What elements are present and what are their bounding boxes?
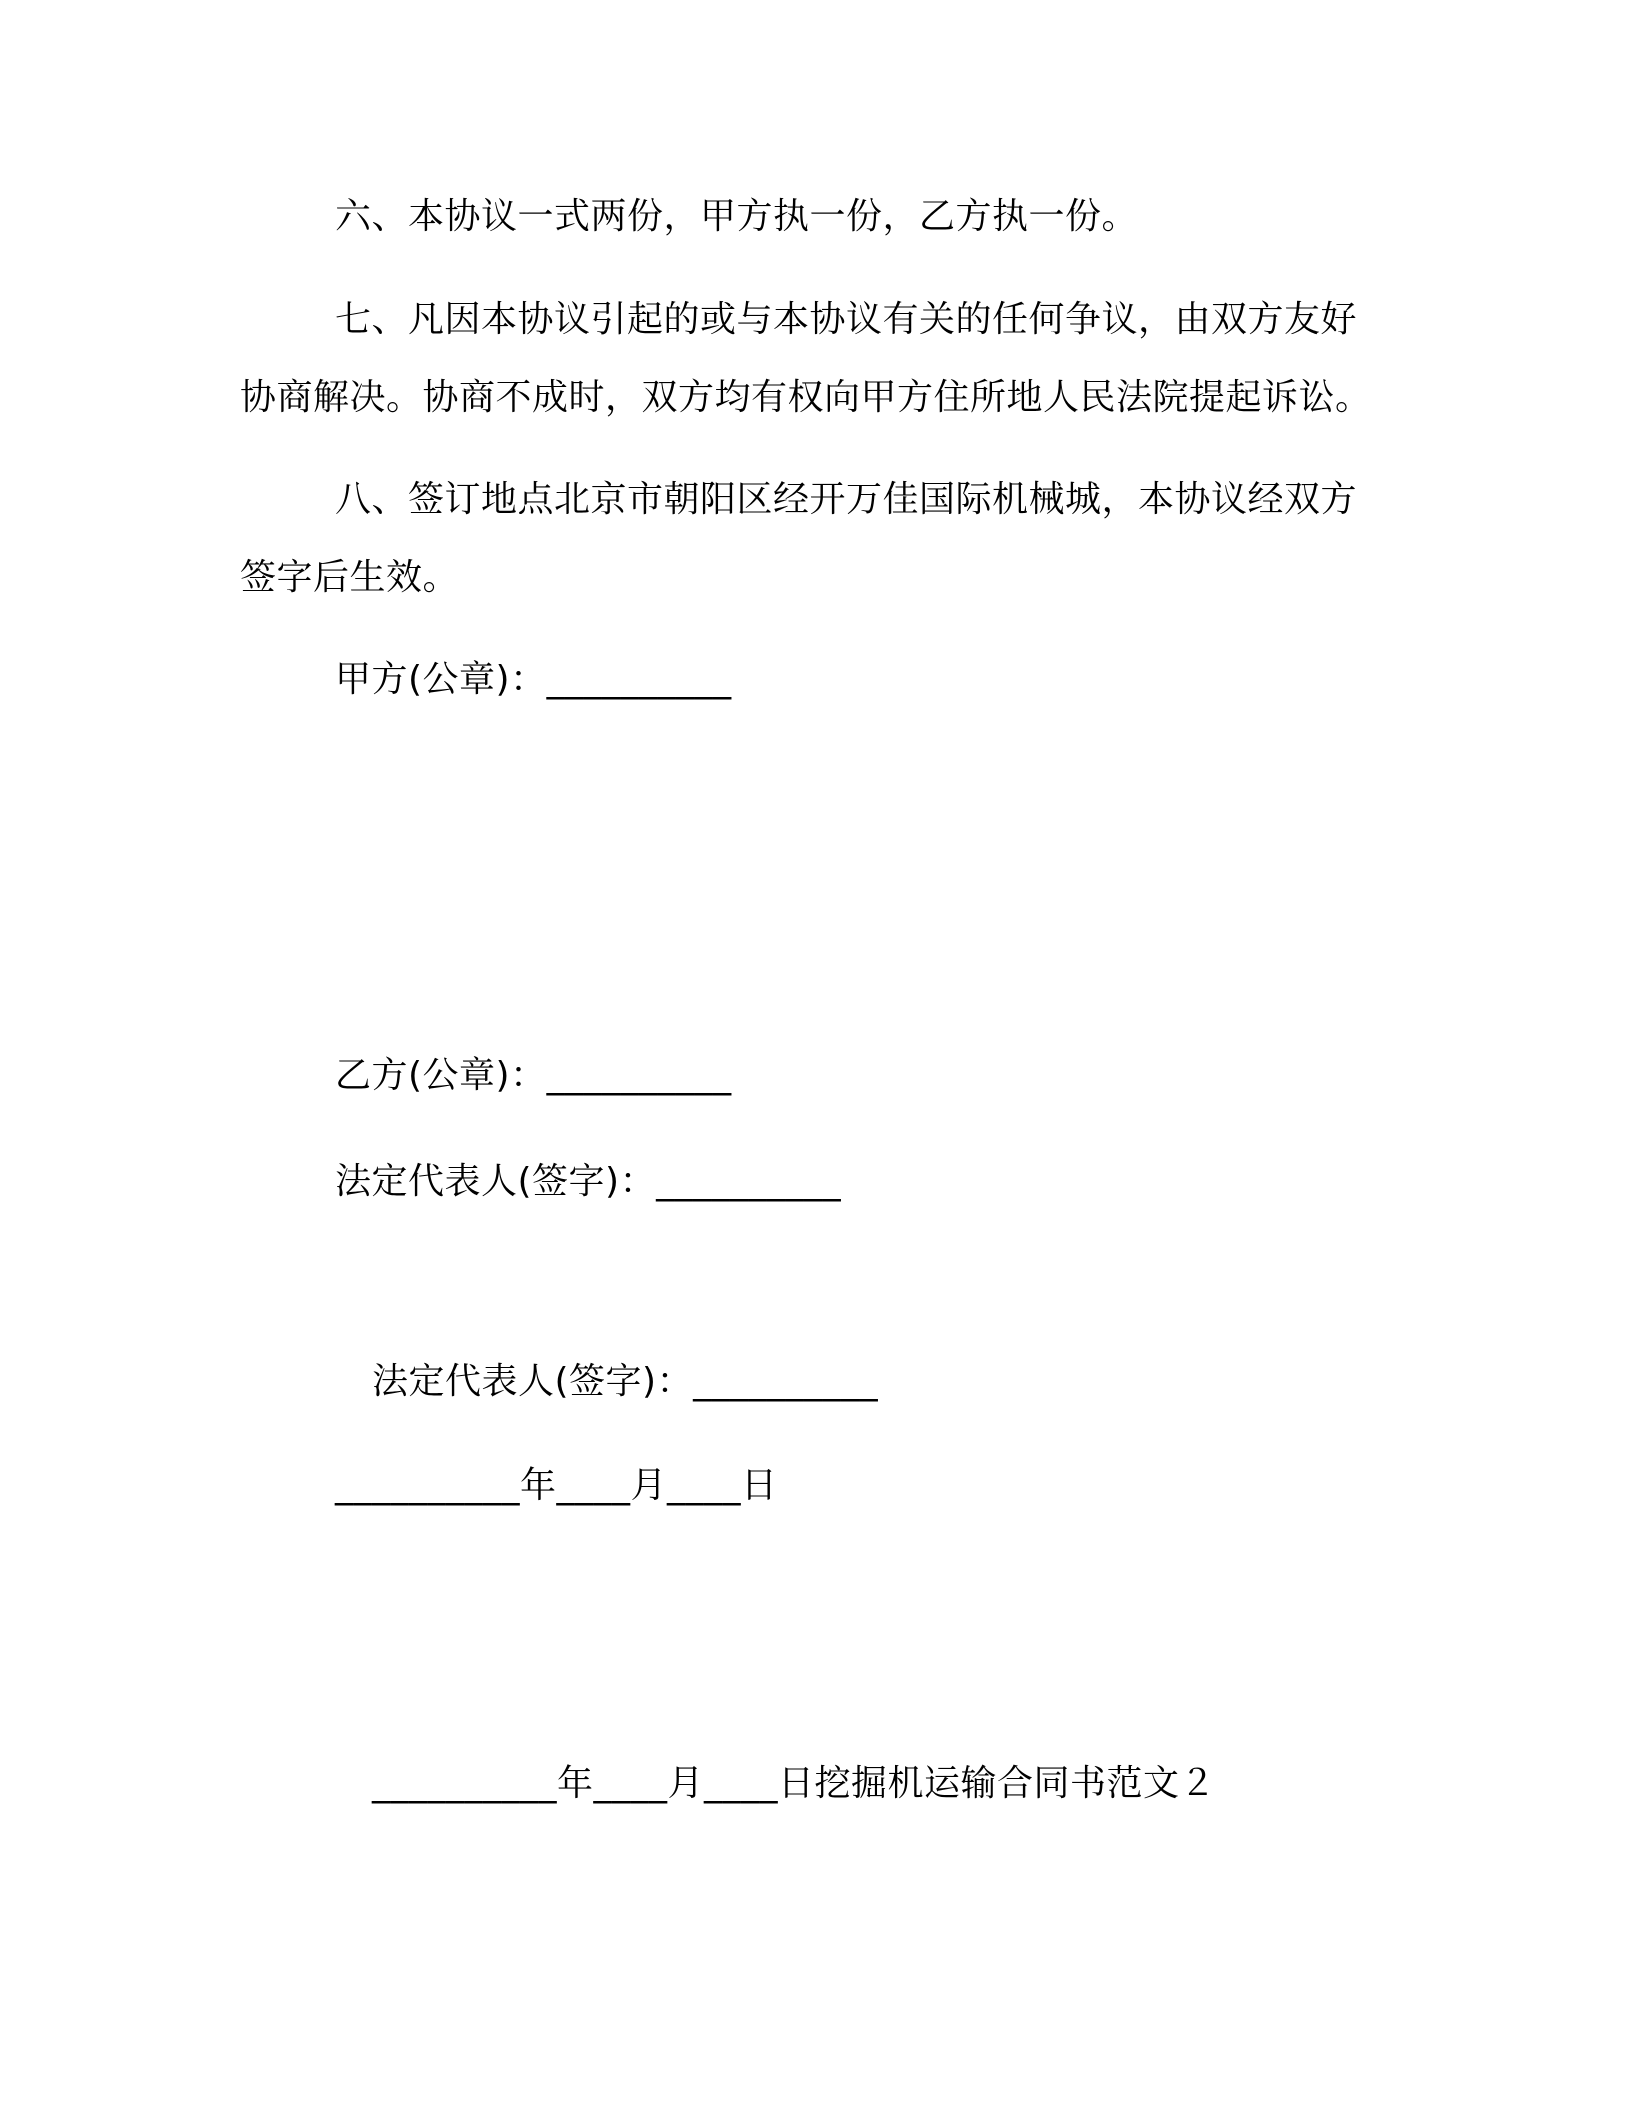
clause-eight-line2: 签字后生效。 [240,557,460,598]
clause-eight-line1: 八、签订地点北京市朝阳区经开万佳国际机械城，本协议经双方 [335,479,1358,520]
next-document-title: __________年____月____日挖掘机运输合同书范文２ [372,1763,1217,1804]
clause-seven-line1: 七、凡因本协议引起的或与本协议有关的任何争议，由双方友好 [335,299,1358,340]
clause-seven-line2: 协商解决。协商不成时，双方均有权向甲方住所地人民法院提起诉讼。 [240,377,1372,418]
party-b-seal-line: 乙方(公章)：__________ [335,1055,732,1096]
party-a-seal-line: 甲方(公章)：__________ [335,659,732,700]
signing-date-line: __________年____月____日 [335,1465,778,1506]
party-a-representative-line: 法定代表人(签字)：__________ [372,1361,879,1402]
clause-six: 六、本协议一式两份，甲方执一份，乙方执一份。 [335,196,1139,237]
party-b-representative-line: 法定代表人(签字)：__________ [335,1161,842,1202]
